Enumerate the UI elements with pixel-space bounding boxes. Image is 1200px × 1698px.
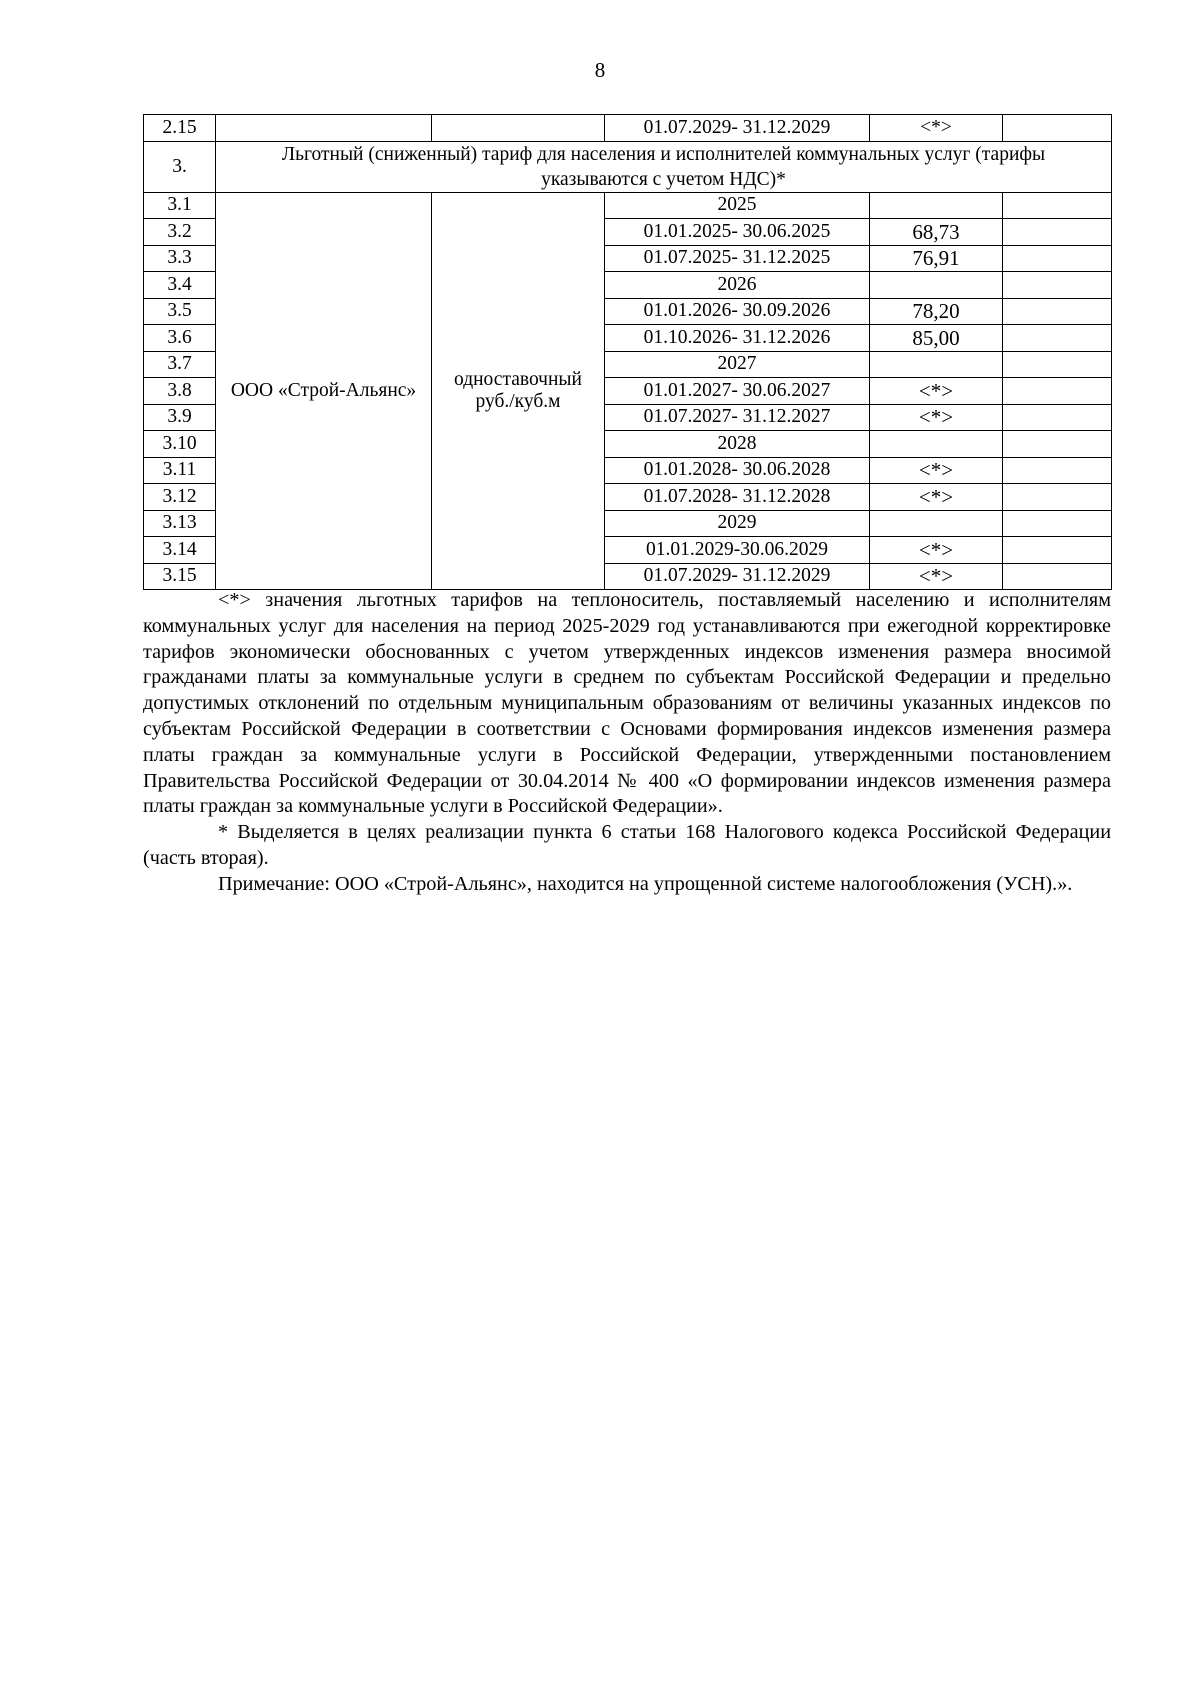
tariff-table [143, 114, 1112, 590]
empty-cell [1003, 537, 1112, 564]
page-number: 8 [594, 58, 606, 82]
empty-cell [1003, 245, 1112, 272]
organization-cell [216, 115, 432, 142]
empty-cell [1003, 115, 1112, 142]
row-number: 3.5 [144, 298, 216, 325]
footnote-main: <*> значения льготных тарифов на теплоноситель, поставляемый населению и исполнителям коммунальных услуг для населения на период 2025-2029 год устанавливаются при ежегодной корректировке тарифов экономически обоснованных с учетом утвержденных индексов изменения размера вносимой гражданами платы за коммунальные услуги в среднем по субъектам Российской Федерации и предельно допустимых отклонений по отдельным муниципальным образованиям от величины указанных индексов по субъектам Российской Федерации в соответствии с Основами формирования индексов изменения размера платы граждан за коммунальные услуги в Российской Федерации, утвержденными постановлением Правительства Российской Федерации от 30.04.2014 № 400 «О формировании индексов изменения размера платы граждан за коммунальные услуги в Российской Федерации». [143, 589, 1111, 818]
row-number: 3.12 [144, 484, 216, 511]
empty-cell [1003, 378, 1112, 405]
period-cell: 01.10.2026- 31.12.2026 [605, 325, 870, 352]
row-number: 3.14 [144, 537, 216, 564]
period-cell: 01.07.2029- 31.12.2029 [605, 115, 870, 142]
row-number: 3.6 [144, 325, 216, 352]
row-number: 3.7 [144, 351, 216, 378]
empty-cell [1003, 510, 1112, 537]
value-cell: <*> [870, 484, 1003, 511]
unit-type-label: одноставочный [454, 368, 582, 390]
value-cell: 76,91 [870, 245, 1003, 272]
notes [143, 588, 1111, 898]
period-cell: 01.01.2025- 30.06.2025 [605, 219, 870, 246]
value-cell: <*> [870, 378, 1003, 405]
value-cell [870, 431, 1003, 458]
row-number: 3.3 [144, 245, 216, 272]
empty-cell [1003, 192, 1112, 219]
row-number: 3.4 [144, 272, 216, 299]
period-cell: 2025 [605, 192, 870, 219]
period-cell: 01.07.2027- 31.12.2027 [605, 404, 870, 431]
value-cell [870, 272, 1003, 299]
row-number: 2.15 [144, 115, 216, 142]
empty-cell [1003, 219, 1112, 246]
empty-cell [1003, 563, 1112, 590]
period-cell: 01.07.2029- 31.12.2029 [605, 563, 870, 590]
section-row [144, 141, 1112, 192]
empty-cell [1003, 404, 1112, 431]
period-cell: 01.07.2025- 31.12.2025 [605, 245, 870, 272]
value-cell: <*> [870, 537, 1003, 564]
value-cell: <*> [870, 115, 1003, 142]
section-title: Льготный (сниженный) тариф для населения и исполнителей коммунальных услуг (тарифы указываются с учетом НДС)* [216, 141, 1112, 192]
period-cell: 01.01.2027- 30.06.2027 [605, 378, 870, 405]
empty-cell [1003, 457, 1112, 484]
section-number: 3. [144, 141, 216, 192]
row-number: 3.10 [144, 431, 216, 458]
value-cell: <*> [870, 457, 1003, 484]
remark: Примечание: ООО «Строй-Альянс», находится на упрощенной системе налогообложения (УСН).». [218, 872, 1073, 895]
unit-cell [432, 192, 605, 590]
row-number: 3.9 [144, 404, 216, 431]
value-cell: <*> [870, 563, 1003, 590]
empty-cell [1003, 484, 1112, 511]
row-number: 3.11 [144, 457, 216, 484]
period-cell: 2026 [605, 272, 870, 299]
period-cell: 01.01.2028- 30.06.2028 [605, 457, 870, 484]
value-cell: <*> [870, 404, 1003, 431]
empty-cell [1003, 298, 1112, 325]
value-cell [870, 192, 1003, 219]
period-cell: 01.01.2029-30.06.2029 [605, 537, 870, 564]
footnote-asterisk: * Выделяется в целях реализации пункта 6 статьи 168 Налогового кодекса Российской Федерации (часть вторая). [143, 821, 1111, 869]
row-number: 3.8 [144, 378, 216, 405]
table-row [144, 192, 1112, 219]
period-cell: 2029 [605, 510, 870, 537]
value-cell [870, 351, 1003, 378]
value-cell: 68,73 [870, 219, 1003, 246]
period-cell: 01.07.2028- 31.12.2028 [605, 484, 870, 511]
empty-cell [1003, 351, 1112, 378]
unit-cell [432, 115, 605, 142]
value-cell: 78,20 [870, 298, 1003, 325]
row-number: 3.13 [144, 510, 216, 537]
empty-cell [1003, 272, 1112, 299]
period-cell: 2028 [605, 431, 870, 458]
period-cell: 01.01.2026- 30.09.2026 [605, 298, 870, 325]
value-cell: 85,00 [870, 325, 1003, 352]
row-number: 3.2 [144, 219, 216, 246]
row-number: 3.1 [144, 192, 216, 219]
unit-measure-label: руб./куб.м [475, 390, 561, 412]
row-number: 3.15 [144, 563, 216, 590]
period-cell: 2027 [605, 351, 870, 378]
value-cell [870, 510, 1003, 537]
empty-cell [1003, 431, 1112, 458]
empty-cell [1003, 325, 1112, 352]
table-row [144, 115, 1112, 142]
organization-cell: ООО «Строй-Альянс» [216, 192, 432, 590]
